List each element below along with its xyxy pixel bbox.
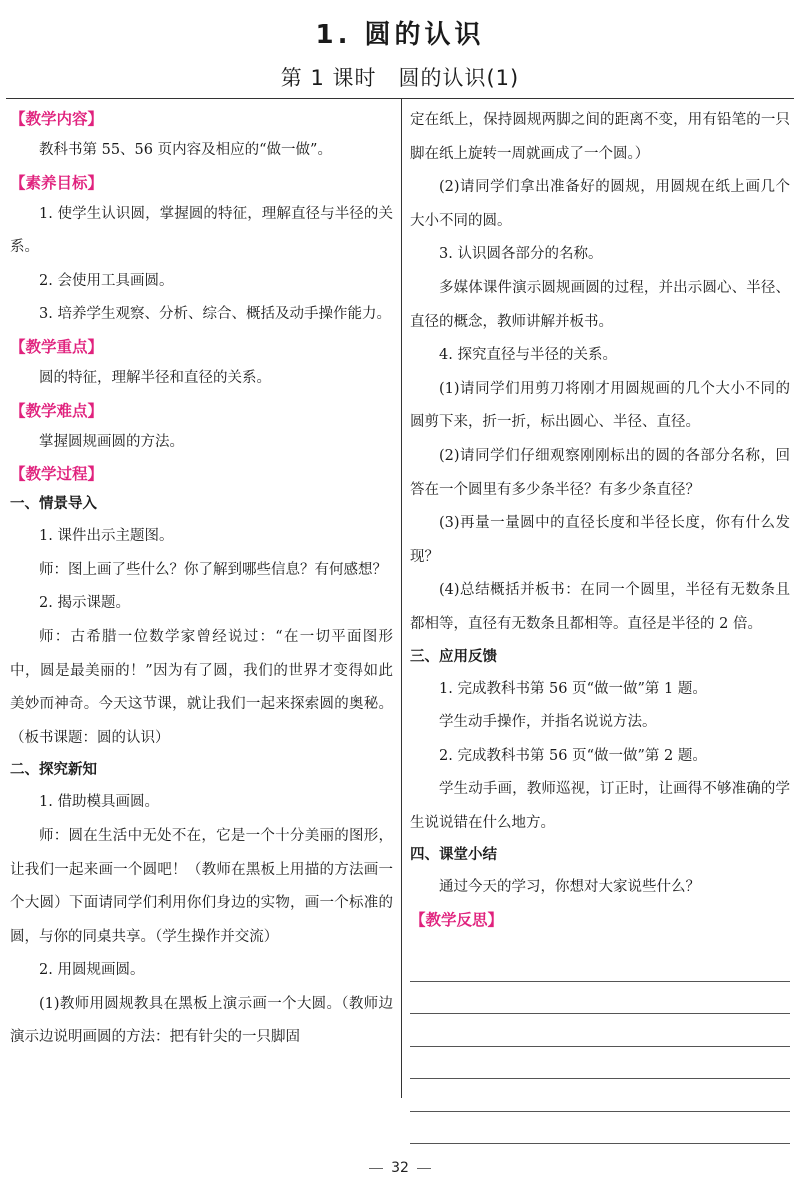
section-heading-process: 【教学过程】 [10,465,104,484]
paragraph: 师：圆在生活中无处不在，它是一个十分美丽的图形，让我们一起来画一个圆吧！（教师在黑板上用描的方法画一个大圆）下面请同学们利用你们身边的实物，画一个标准的圆，与你的同桌共享。（学生操作并交流） [10,827,393,945]
paragraph: 掌握圆规画圆的方法。 [39,433,184,450]
paragraph: 师：图上画了些什么？你了解到哪些信息？有何感想？ [39,561,387,578]
paragraph: 2. 用圆规画圆。 [39,962,145,979]
paragraph: (4)总结概括并板书：在同一个圆里，半径有无数条且都相等，直径有无数条且都相等。直径是半径的 2 倍。 [410,582,790,632]
subheading-application: 三、应用反馈 [410,648,497,665]
paragraph: (2)请同学们仔细观察刚刚标出的圆的各部分名称，回答在一个圆里有多少条半径？有多少条直径？ [410,447,790,498]
paragraph: 学生动手画，教师巡视，订正时，让画得不够准确的学生说说错在什么地方。 [410,781,790,831]
paragraph: 定在纸上，保持圆规两脚之间的距离不变，用有铅笔的一只脚在纸上旋转一周就画成了一个圆。） [410,112,790,162]
top-divider [6,98,794,99]
writing-line [410,1079,790,1112]
section-heading-content: 【教学内容】 [10,110,104,128]
paragraph: 多媒体课件演示圆规画圆的过程，并出示圆心、半径、直径的概念，教师讲解并板书。 [410,279,790,330]
section-heading-reflection: 【教学反思】 [410,911,504,930]
lesson-subtitle: 第 1 课时 圆的认识(1) [280,66,520,90]
writing-line [410,1112,790,1145]
left-column [10,104,393,1055]
reflection-writing-lines [410,949,790,1144]
paragraph: 通过今天的学习，你想对大家说些什么？ [439,879,700,896]
section-heading-key-points: 【教学重点】 [10,337,104,356]
paragraph: 1. 完成教科书第 56 页“做一做”第 1 题。 [439,680,707,697]
paragraph: (1)教师用圆规教具在黑板上演示画一个大圆。（教师边演示边说明画圆的方法：把有针尖的一只脚固 [10,995,393,1046]
writing-line [410,1047,790,1080]
section-heading-difficulties: 【教学难点】 [10,401,104,420]
page-number: 32 [391,1160,409,1176]
paragraph: 圆的特征，理解半径和直径的关系。 [39,369,271,386]
paragraph: 师：古希腊一位数学家曾经说过：“在一切平面图形中，圆是最美丽的！”因为有了圆，我们的世界才变得如此美妙而神奇。今天这节课，就让我们一起来探索圆的奥秘。（板书课题：圆的认识） [10,628,393,746]
paragraph: 3. 培养学生观察、分析、综合、概括及动手操作能力。 [39,306,391,323]
paragraph: 1. 课件出示主题图。 [39,528,174,545]
column-divider [401,98,402,1098]
paragraph: (1)请同学们用剪刀将刚才用圆规画的几个大小不同的圆剪下来，折一折，标出圆心、半径、直径。 [410,380,790,431]
paragraph: 2. 揭示课题。 [39,595,130,612]
paragraph: (2)请同学们拿出准备好的圆规，用圆规在纸上画几个大小不同的圆。 [410,179,790,229]
page-number-footer [0,1160,800,1176]
paragraph: 4. 探究直径与半径的关系。 [439,347,617,364]
subheading-summary: 四、课堂小结 [410,847,497,864]
paragraph: 学生动手操作，并指名说说方法。 [439,714,657,731]
paragraph: 教科书第 55、56 页内容及相应的“做一做”。 [39,142,332,158]
paragraph: (3)再量一量圆中的直径长度和半径长度，你有什么发现？ [410,515,790,565]
footer-dash-left [369,1168,383,1169]
right-column [410,104,790,1144]
subheading-explore: 二、探究新知 [10,762,97,779]
writing-line [410,982,790,1015]
page-title: 1. 圆的认识 [315,20,485,50]
writing-line [410,1014,790,1047]
writing-line [410,949,790,982]
section-heading-goals: 【素养目标】 [10,173,104,192]
footer-dash-right [417,1168,431,1169]
paragraph: 1. 使学生认识圆，掌握圆的特征，理解直径与半径的关系。 [10,205,393,256]
paragraph: 1. 借助模具画圆。 [39,794,159,811]
paragraph: 3. 认识圆各部分的名称。 [439,246,603,263]
paragraph: 2. 完成教科书第 56 页“做一做”第 2 题。 [439,747,707,764]
subheading-scenario: 一、情景导入 [10,496,97,513]
paragraph: 2. 会使用工具画圆。 [39,272,174,289]
